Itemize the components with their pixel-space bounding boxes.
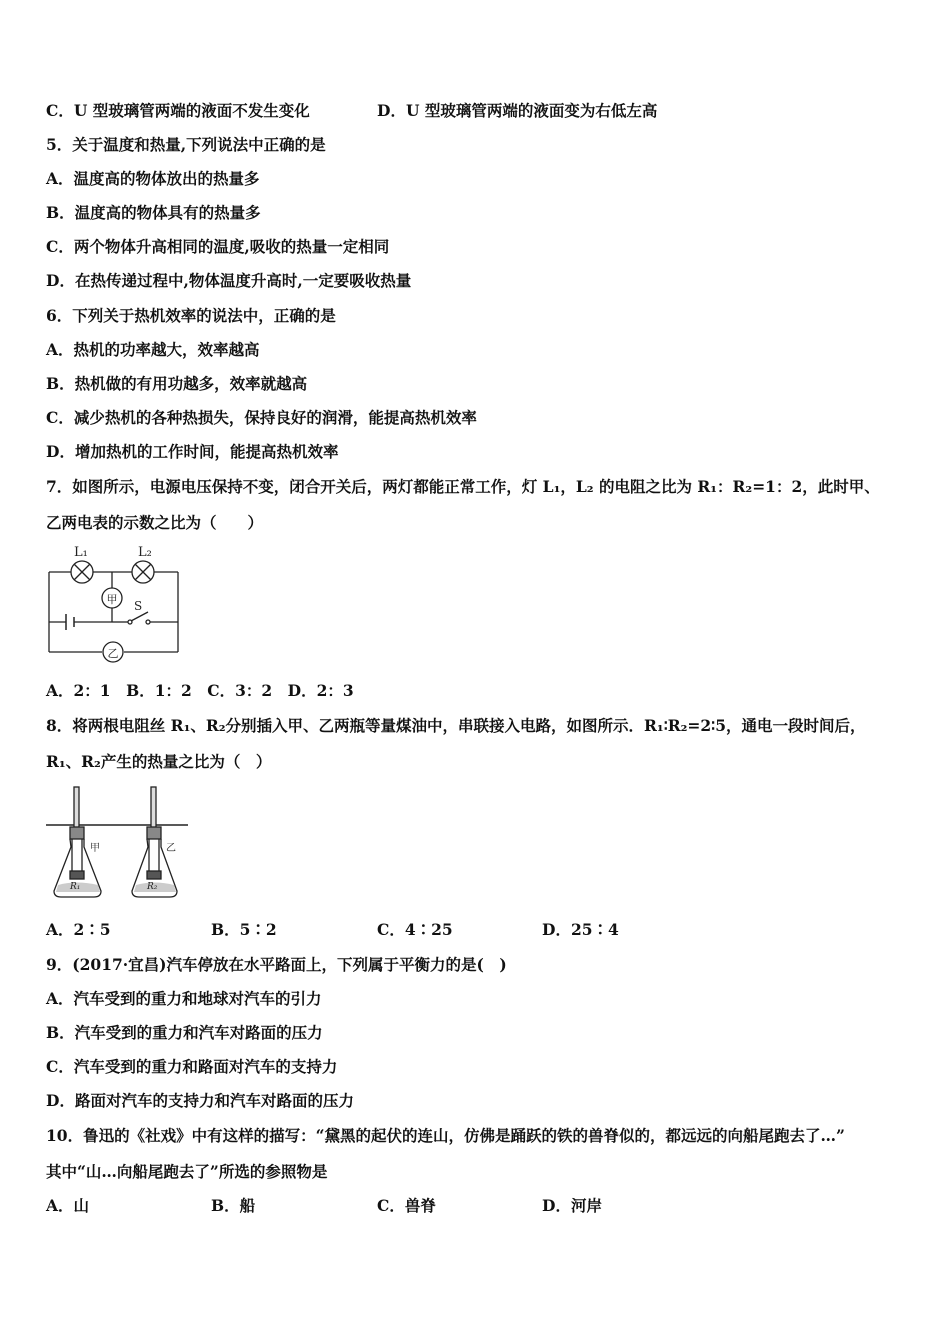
q5-option-d: D．在热传递过程中,物体温度升高时,一定要吸收热量: [46, 271, 412, 290]
q10-option-b: B．船: [211, 1196, 256, 1215]
q7-stem-line1: 7．如图所示，电源电压保持不变，闭合开关后，两灯都能正常工作，灯 L₁，L₂ 的电阻之比为 R₁：R₂=1：2，此时甲、: [46, 477, 880, 496]
q6-option-c: C．减少热机的各种热损失，保持良好的润滑，能提高热机效率: [46, 408, 477, 427]
q9-stem: 9．(2017·宜昌)汽车停放在水平路面上，下列属于平衡力的是( ): [46, 955, 507, 974]
q4-option-d: D．U 型玻璃管两端的液面变为右低左高: [377, 101, 658, 120]
q5-option-b: B．温度高的物体具有的热量多: [46, 203, 261, 222]
circuit-diagram: [44, 542, 184, 668]
q10-option-c: C．兽脊: [377, 1196, 436, 1215]
q9-option-d: D．路面对汽车的支持力和汽车对路面的压力: [46, 1091, 354, 1110]
q6-option-b: B．热机做的有用功越多，效率就越高: [46, 374, 308, 393]
flask-jia-label: 甲: [90, 843, 100, 854]
q8-option-a: A．2∶5: [46, 920, 111, 939]
lamp-l1-label: L₁: [74, 545, 88, 560]
meter-jia-icon: [102, 588, 122, 608]
q4-option-c: C．U 型玻璃管两端的液面不发生变化: [46, 101, 310, 120]
q5-option-c: C．两个物体升高相同的温度,吸收的热量一定相同: [46, 237, 390, 256]
q10-option-a: A．山: [46, 1196, 90, 1215]
meter-jia-label: 甲: [106, 593, 118, 606]
q7-stem-line2: 乙两电表的示数之比为（ ）: [46, 513, 264, 532]
flask-yi-label: 乙: [166, 843, 176, 854]
q9-option-a: A．汽车受到的重力和地球对汽车的引力: [46, 989, 322, 1008]
q8-option-b: B．5∶2: [211, 920, 277, 939]
q8-option-d: D．25∶4: [542, 920, 619, 939]
q10-stem-line2: 其中“山…向船尾跑去了”所选的参照物是: [46, 1162, 328, 1181]
flask-yi-icon: [132, 787, 177, 897]
q6-stem: 6．下列关于热机效率的说法中，正确的是: [46, 306, 336, 325]
q10-option-d: D．河岸: [542, 1196, 602, 1215]
switch-label: S: [134, 599, 143, 613]
flask-r1-label: R₁: [70, 882, 81, 892]
q7-options: A．2：1 B．1：2 C．3：2 D．2：3: [46, 681, 354, 700]
flask-jia-icon: [54, 787, 101, 897]
q6-option-d: D．增加热机的工作时间，能提高热机效率: [46, 442, 339, 461]
q5-option-a: A．温度高的物体放出的热量多: [46, 169, 260, 188]
q8-stem-line1: 8．将两根电阻丝 R₁、R₂分别插入甲、乙两瓶等量煤油中，串联接入电路，如图所示．R₁∶R₂=2∶5，通电一段时间后，: [46, 716, 866, 735]
q5-stem: 5．关于温度和热量,下列说法中正确的是: [46, 135, 326, 154]
lamp-l1-icon: [71, 561, 93, 583]
q10-stem-line1: 10．鲁迅的《社戏》中有这样的描写：“黛黑的起伏的连山，仿佛是踊跃的铁的兽脊似的，都远远的向船尾跑去了…”: [46, 1126, 845, 1145]
flask-r2-label: R₂: [147, 882, 158, 892]
q8-option-c: C．4∶25: [377, 920, 453, 939]
meter-yi-label: 乙: [107, 647, 119, 660]
q9-option-b: B．汽车受到的重力和汽车对路面的压力: [46, 1023, 323, 1042]
flask-diagram: [46, 785, 188, 903]
switch-icon: [128, 612, 150, 624]
q6-option-a: A．热机的功率越大，效率越高: [46, 340, 260, 359]
q8-stem-line2: R₁、R₂产生的热量之比为（ ）: [46, 752, 272, 771]
lamp-l2-label: L₂: [138, 545, 152, 560]
battery-icon: [66, 614, 74, 630]
q9-option-c: C．汽车受到的重力和路面对汽车的支持力: [46, 1057, 338, 1076]
meter-yi-icon: [103, 642, 123, 662]
lamp-l2-icon: [132, 561, 154, 583]
